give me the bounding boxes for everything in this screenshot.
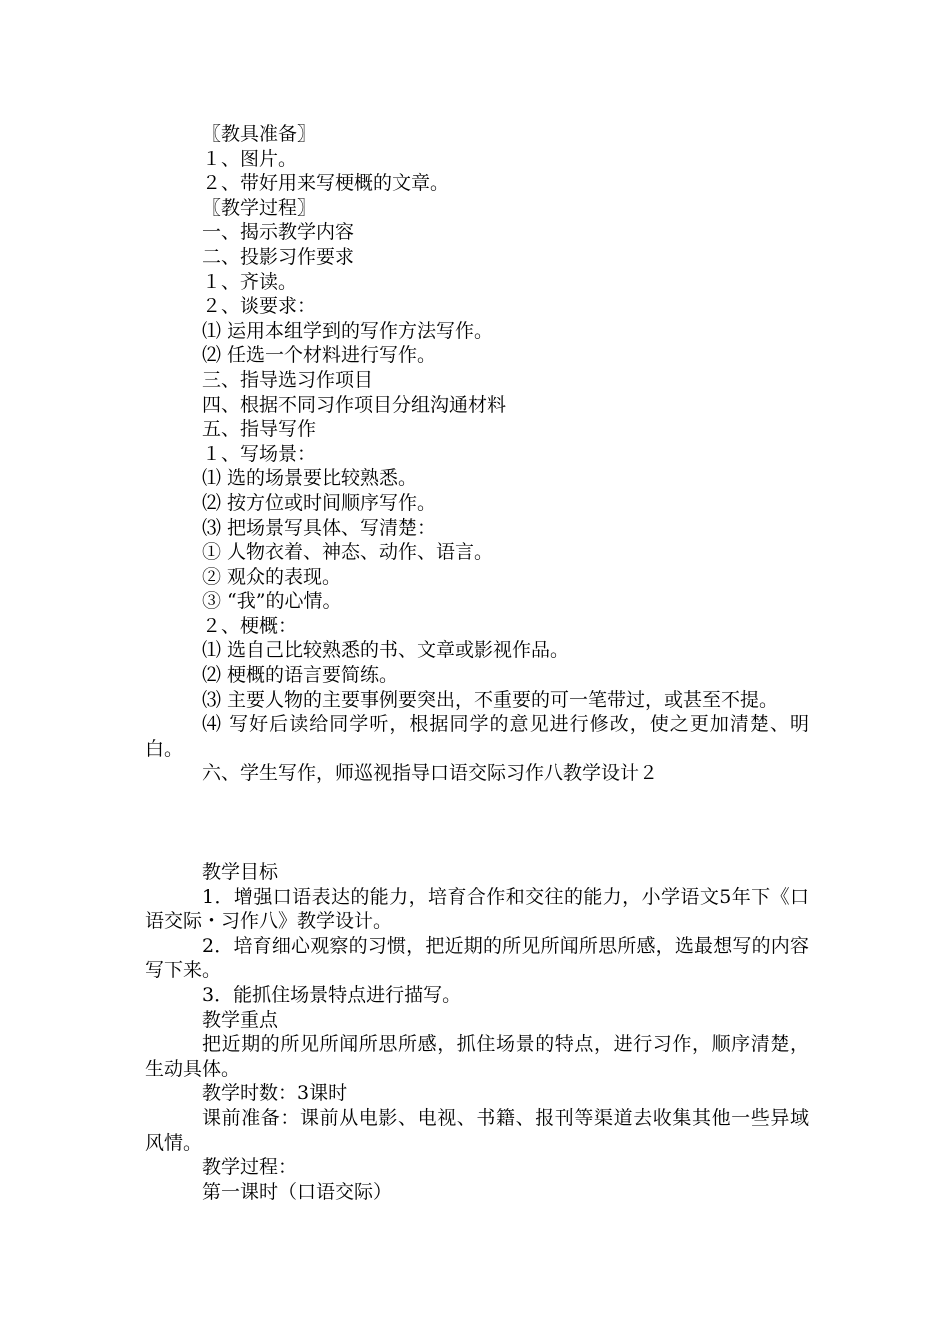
list-item: ② 观众的表现。	[202, 565, 342, 588]
heading-objectives: 教学目标	[202, 861, 279, 884]
list-item: ⑴ 选自己比较熟悉的书、文章或影视作品。	[202, 639, 570, 662]
step-heading: 六、学生写作，师巡视指导口语交际习作八教学设计２	[202, 762, 659, 785]
heading-teaching-process: 〖教学过程〗	[202, 196, 317, 219]
heading-key-points: 教学重点	[202, 1008, 279, 1031]
list-item: 教学时数：3课时	[202, 1082, 348, 1105]
list-item: 3．能抓住场景特点进行描写。	[202, 984, 462, 1006]
list-item: １、图片。	[202, 147, 298, 170]
list-item: ⑴ 选的场景要比较熟悉。	[202, 467, 418, 490]
list-item: ⑴ 运用本组学到的写作方法写作。	[202, 319, 494, 342]
heading-teaching-aids: 〖教具准备〗	[202, 123, 317, 145]
step-heading: 一、揭示教学内容	[202, 221, 355, 244]
section-gap	[145, 786, 809, 860]
list-item: １、齐读。	[202, 270, 298, 293]
paragraph: ⑶ 主要人物的主要事例要突出，不重要的可一笔带过，或甚至不提。	[202, 688, 779, 711]
paragraph: 把近期的所见所闻所思所感，抓住场景的特点，进行习作，顺序清楚，生动具体。	[145, 1033, 809, 1080]
heading-process: 教学过程：	[202, 1156, 298, 1179]
step-heading: 四、根据不同习作项目分组沟通材料	[202, 393, 507, 416]
list-item: ⑵ 按方位或时间顺序写作。	[202, 491, 437, 514]
list-item: ⑵ 任选一个材料进行写作。	[202, 344, 437, 367]
list-item: ２、带好用来写梗概的文章。	[202, 172, 450, 195]
list-item: ２、梗概：	[202, 614, 298, 637]
list-item: ２、谈要求：	[202, 295, 317, 318]
section-teaching-process	[145, 122, 809, 786]
paragraph: ⑷ 写好后读给同学听，根据同学的意见进行修改，使之更加清楚、明白。	[145, 713, 809, 760]
document-page	[145, 122, 809, 1204]
paragraph: 课前准备：课前从电影、电视、书籍、报刊等渠道去收集其他一些异域风情。	[145, 1106, 809, 1154]
list-item: ⑵ 梗概的语言要简练。	[202, 664, 399, 687]
heading-first-lesson: 第一课时（口语交际）	[202, 1180, 393, 1203]
list-item: １、写场景：	[202, 442, 317, 465]
step-heading: 二、投影习作要求	[202, 245, 355, 268]
list-item: ③ “我”的心情。	[202, 590, 342, 613]
list-item: ① 人物衣着、神态、动作、语言。	[202, 541, 494, 564]
step-heading: 五、指导写作	[202, 418, 317, 441]
section-design-2	[145, 860, 809, 1204]
paragraph: 2．培育细心观察的习惯，把近期的所见所闻所思所感，选最想写的内容写下来。	[145, 934, 809, 982]
paragraph: 1．增强口语表达的能力，培育合作和交往的能力，小学语文5年下《口语交际・习作八》教学设计。	[145, 885, 809, 933]
step-heading: 三、指导选习作项目	[202, 368, 374, 391]
list-item: ⑶ 把场景写具体、写清楚：	[202, 516, 437, 539]
